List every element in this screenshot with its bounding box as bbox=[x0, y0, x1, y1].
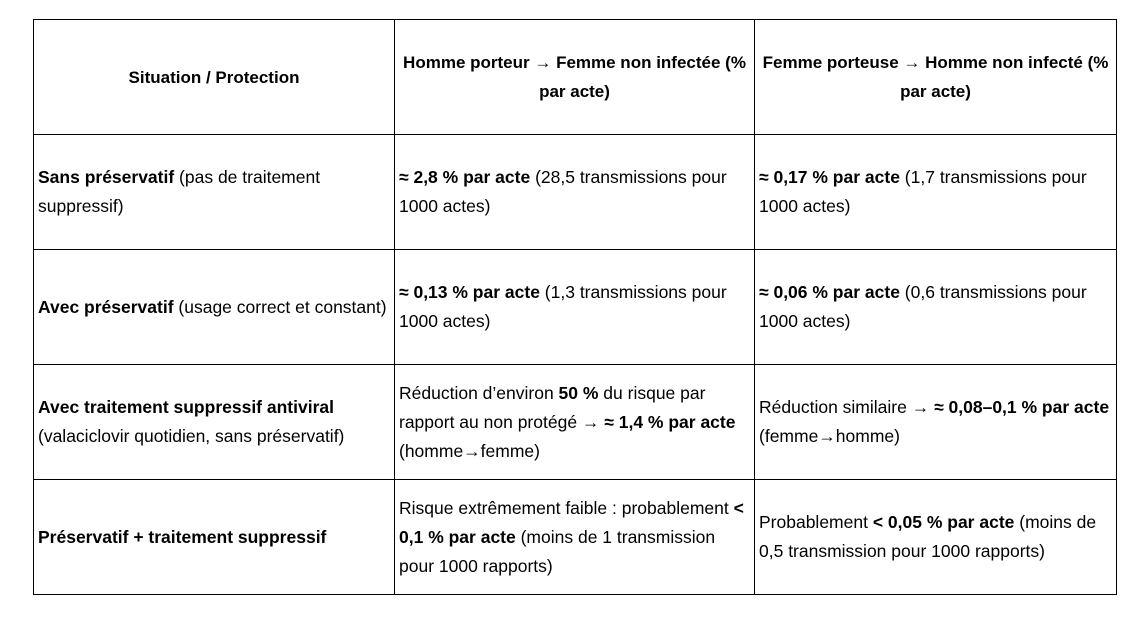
risk-detail: du risque par rapport au non protégé → bbox=[399, 382, 706, 432]
situation-cell bbox=[34, 135, 395, 250]
woman-to-man-cell bbox=[755, 480, 1117, 595]
risk-value: ≈ 0,06 % par acte bbox=[759, 282, 900, 302]
risk-value: ≈ 1,4 % par acte bbox=[604, 411, 736, 432]
situation-label: Avec préservatif bbox=[38, 296, 174, 317]
table-row bbox=[34, 250, 1117, 365]
woman-to-man-cell bbox=[755, 250, 1117, 365]
table-row bbox=[34, 480, 1117, 595]
situation-cell bbox=[34, 365, 395, 480]
risk-value: ≈ 0,13 % par acte bbox=[399, 282, 540, 302]
risk-detail: Risque extrêmement faible : probablement bbox=[399, 497, 734, 518]
situation-label: Sans préservatif bbox=[38, 167, 175, 187]
risk-detail: Probablement bbox=[759, 512, 873, 532]
table-row bbox=[34, 135, 1117, 250]
risk-detail: (28,5 transmissions pour 1000 actes) bbox=[399, 167, 727, 216]
risk-detail: (moins de 0,5 transmission pour 1000 rapports) bbox=[759, 512, 1097, 561]
risk-value: ≈ 0,08–0,1 % par acte bbox=[934, 397, 1110, 417]
risk-value: < 0,05 % par acte bbox=[872, 512, 1015, 532]
situation-detail: (pas de traitement suppressif) bbox=[38, 167, 321, 216]
risk-direction: (femme→homme) bbox=[759, 426, 900, 446]
risk-detail: (moins de 1 transmission pour 1000 rapports) bbox=[399, 526, 716, 576]
situation-detail: (valaciclovir quotidien, sans préservatif) bbox=[38, 426, 345, 446]
woman-to-man-cell bbox=[755, 135, 1117, 250]
man-to-woman-cell bbox=[395, 135, 755, 250]
header-man-to-woman: Homme porteur → Femme non infectée (% par acte) bbox=[395, 20, 755, 135]
risk-detail: Réduction d’environ bbox=[399, 382, 559, 403]
risk-detail: Réduction similaire → bbox=[759, 397, 935, 417]
situation-cell bbox=[34, 480, 395, 595]
risk-value: ≈ 0,17 % par acte bbox=[759, 167, 900, 187]
risk-detail: (0,6 transmissions pour 1000 actes) bbox=[759, 282, 1087, 331]
reduction-value: 50 % bbox=[558, 382, 599, 403]
risk-table bbox=[33, 19, 1117, 595]
risk-value: < 0,1 % par acte bbox=[399, 497, 744, 547]
man-to-woman-cell bbox=[395, 480, 755, 595]
header-situation: Situation / Protection bbox=[34, 20, 395, 135]
man-to-woman-cell bbox=[395, 365, 755, 480]
risk-detail: (1,7 transmissions pour 1000 actes) bbox=[759, 167, 1087, 216]
risk-detail: (1,3 transmissions pour 1000 actes) bbox=[399, 282, 727, 331]
situation-detail: (usage correct et constant) bbox=[173, 296, 387, 317]
header-woman-to-man: Femme porteuse → Homme non infecté (% par acte) bbox=[755, 20, 1117, 135]
table-row bbox=[34, 365, 1117, 480]
risk-direction: (homme→femme) bbox=[399, 440, 540, 461]
risk-value: ≈ 2,8 % par acte bbox=[399, 167, 531, 187]
woman-to-man-cell bbox=[755, 365, 1117, 480]
header-row bbox=[34, 20, 1117, 135]
man-to-woman-cell bbox=[395, 250, 755, 365]
situation-label: Préservatif + traitement suppressif bbox=[38, 526, 327, 547]
situation-cell bbox=[34, 250, 395, 365]
situation-label: Avec traitement suppressif antiviral bbox=[38, 397, 334, 417]
